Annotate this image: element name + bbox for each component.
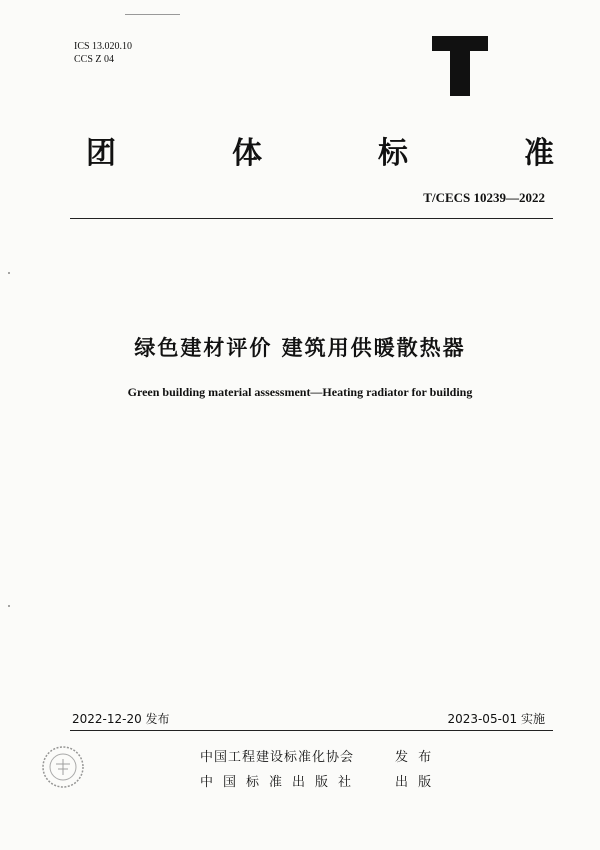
scan-dot xyxy=(8,272,10,274)
standard-type-title xyxy=(86,128,556,172)
scan-mark xyxy=(125,14,180,15)
classification-codes xyxy=(74,40,132,66)
t-logo xyxy=(432,36,488,96)
scan-dot xyxy=(8,605,10,607)
seal-icon xyxy=(40,744,86,790)
publisher-row xyxy=(200,771,434,790)
publisher-row xyxy=(200,746,434,765)
divider xyxy=(70,218,553,219)
title-char: 准 xyxy=(524,136,556,171)
issue-date: 2022-12-20 发布 xyxy=(72,712,170,726)
title-char: 团 xyxy=(86,136,118,171)
document-title-cn: 绿色建材评价 建筑用供暖散热器 xyxy=(134,336,466,360)
publisher-name: 中国标准出版社 xyxy=(200,775,362,790)
publisher-role: 出 版 xyxy=(395,775,435,790)
ics-code: ICS 13.020.10 xyxy=(74,41,133,52)
implementation-date: 2023-05-01 实施 xyxy=(447,712,545,726)
publisher-role: 发 布 xyxy=(395,750,435,765)
divider xyxy=(70,730,553,731)
title-char: 体 xyxy=(232,136,264,171)
ccs-code: CCS Z 04 xyxy=(74,54,115,65)
document-title-en: Green building material assessment—Heating radiator for building xyxy=(127,385,473,399)
publisher-name: 中国工程建设标准化协会 xyxy=(200,750,355,765)
title-char: 标 xyxy=(378,136,410,171)
standard-number: T/CECS 10239—2022 xyxy=(423,190,545,205)
